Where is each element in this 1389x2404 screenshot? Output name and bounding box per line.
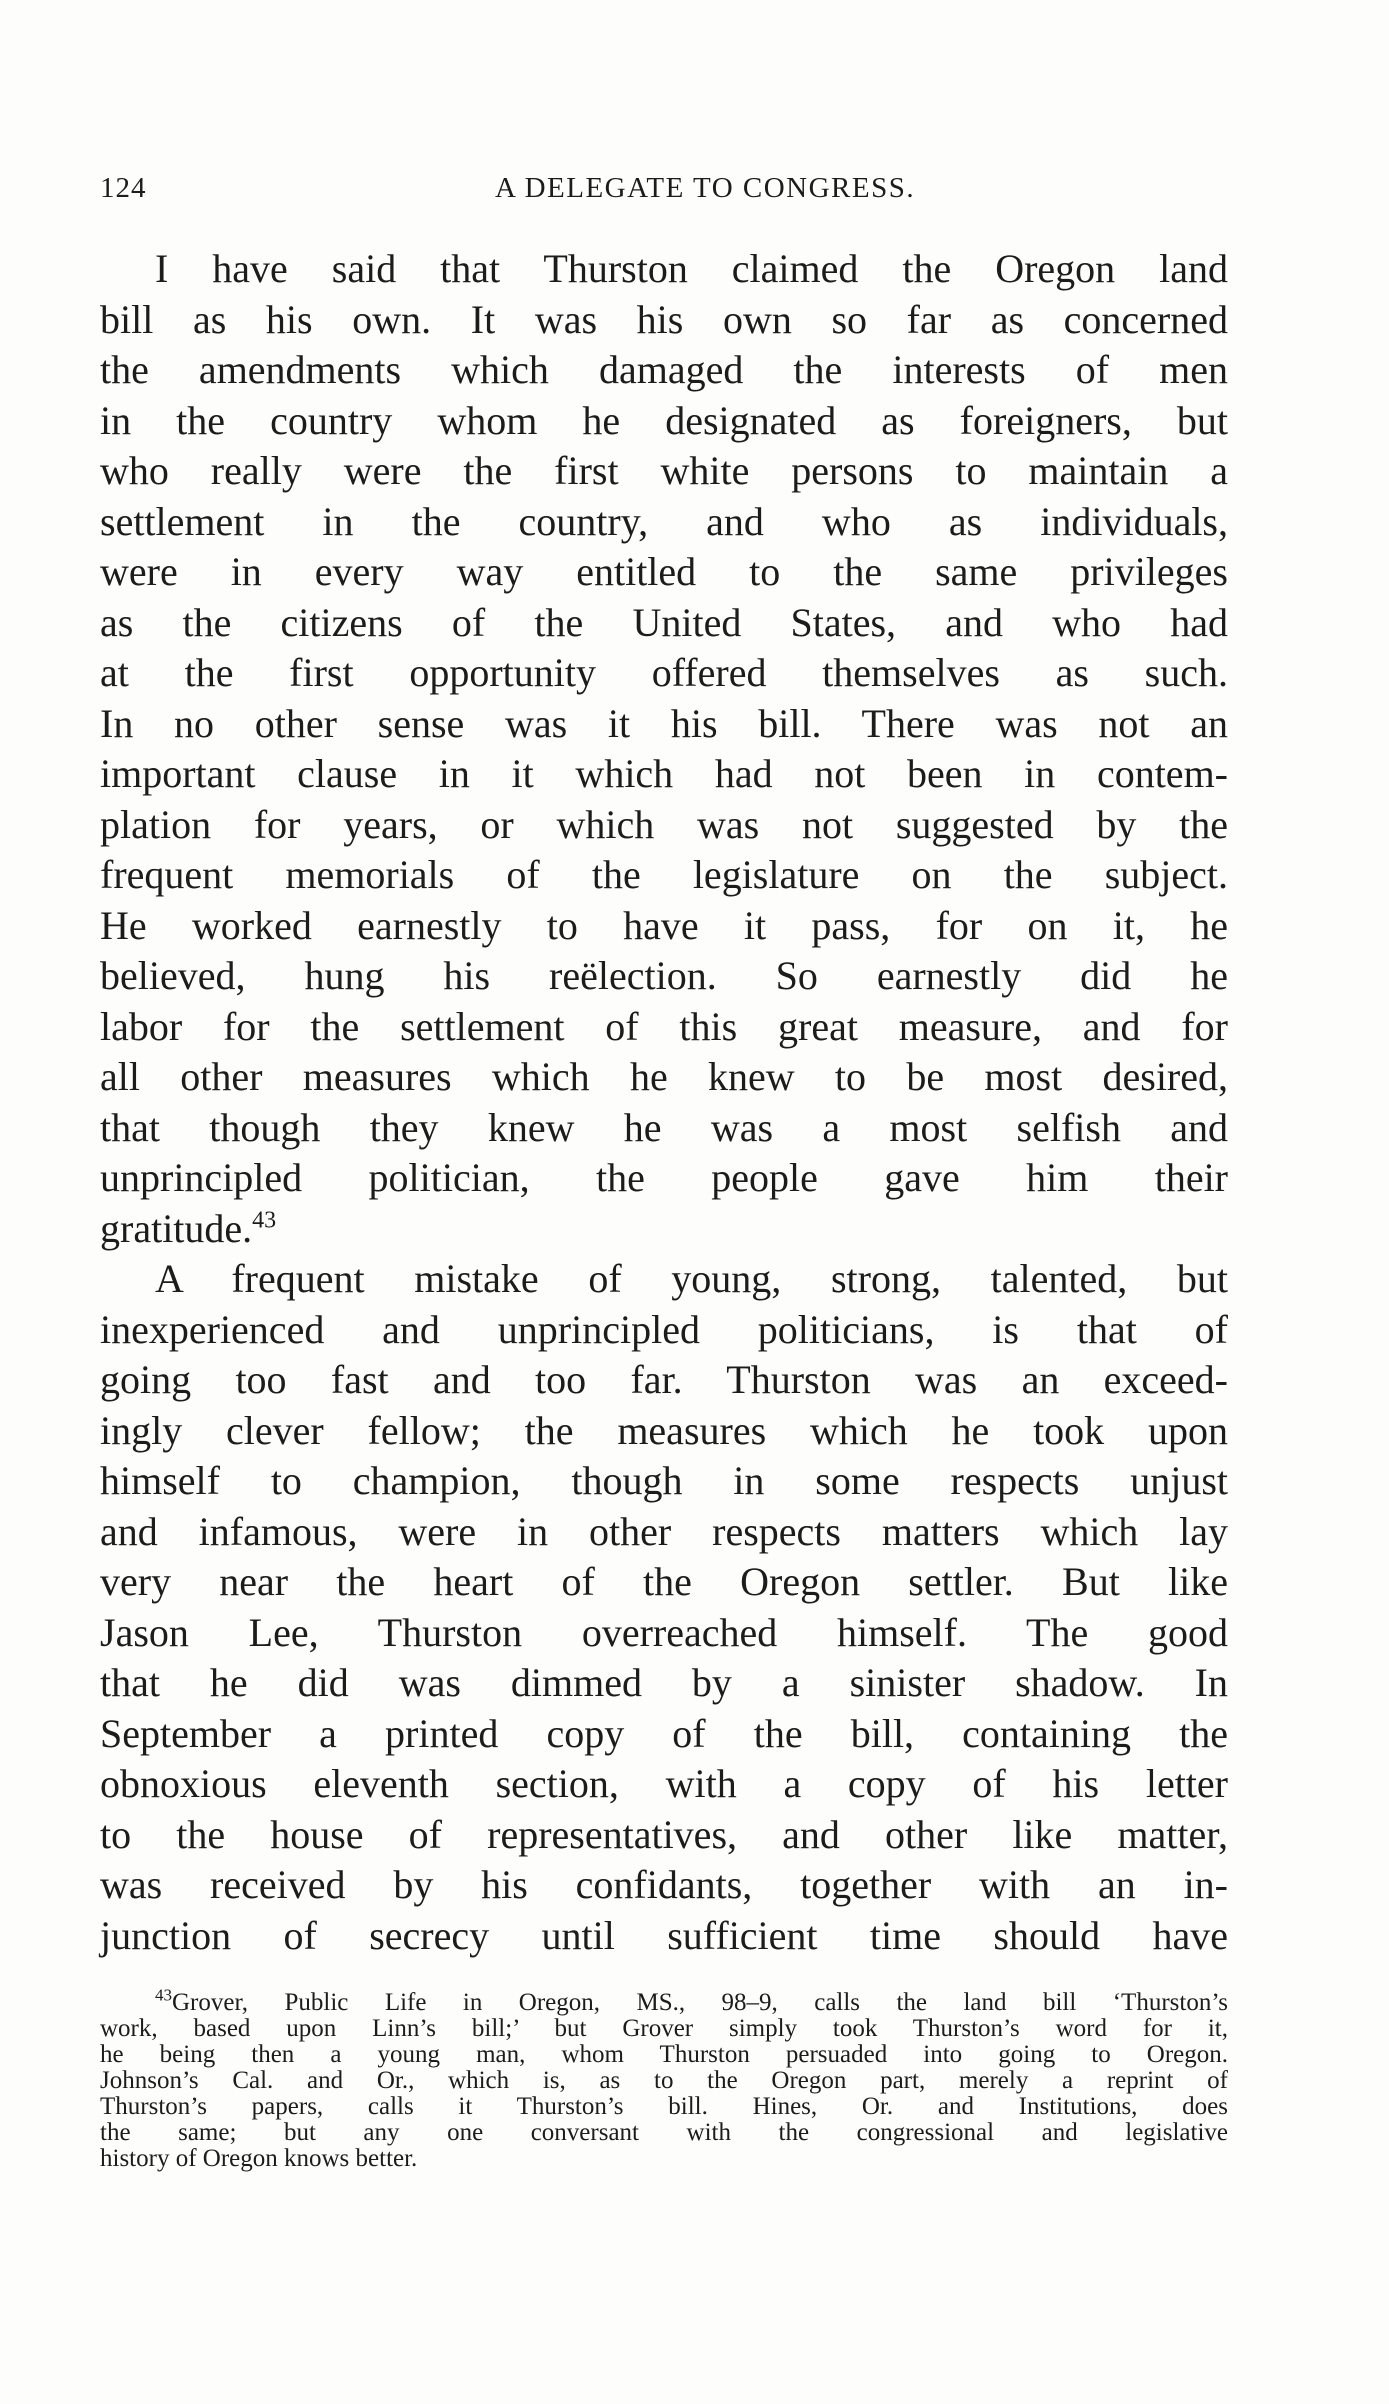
text-line	[100, 1204, 1228, 1255]
text-line: labor for the settlement of this great measure, and for	[100, 1003, 1228, 1049]
text-line: important clause in it which had not been in contem-	[100, 751, 1228, 796]
text-line: as the citizens of the United States, and who had	[100, 599, 1228, 645]
text-line: were in every way entitled to the same privileges	[100, 549, 1228, 594]
text-line: bill as his own. It was his own so far as concerned	[100, 296, 1228, 342]
text-line: himself to champion, though in some respects unjust	[100, 1458, 1228, 1503]
text-line: who really were the first white persons to maintain a	[100, 448, 1228, 493]
text-line: going too fast and too far. Thurston was an exceed-	[100, 1357, 1228, 1402]
text-line: plation for years, or which was not suggested by the	[100, 801, 1228, 847]
text-line: and infamous, were in other respects matters which lay	[100, 1508, 1228, 1554]
footnote-line: history of Oregon knows better.	[100, 2145, 418, 2172]
text-line: believed, hung his reëlection. So earnestly did he	[100, 953, 1228, 998]
text-line: A frequent mistake of young, strong, talented, but	[155, 1256, 1228, 1301]
footnote-line: Thurston’s papers, calls it Thurston’s bill. Hines, Or. and Institutions, does	[100, 2093, 1228, 2120]
footnote-line	[100, 1985, 1228, 2016]
text-line: ingly clever fellow; the measures which he took upon	[100, 1407, 1228, 1453]
text-line: in the country whom he designated as foreigners, but	[100, 397, 1228, 443]
text-line: obnoxious eleventh section, with a copy of his letter	[100, 1761, 1228, 1806]
text-line: was received by his confidants, together with an in-	[100, 1862, 1228, 1907]
text-line: September a printed copy of the bill, containing the	[100, 1710, 1228, 1756]
text-line: at the first opportunity offered themselves as such.	[100, 650, 1228, 695]
text-line: Jason Lee, Thurston overreached himself. The good	[100, 1609, 1228, 1655]
footnote-line: he being then a young man, whom Thurston persuaded into going to Oregon.	[100, 2041, 1228, 2068]
text-line-content: gratitude.	[100, 1205, 253, 1251]
text-line: settlement in the country, and who as individuals,	[100, 498, 1228, 544]
text-line: to the house of representatives, and other like matter,	[100, 1811, 1228, 1857]
text-line: He worked earnestly to have it pass, for on it, he	[100, 902, 1228, 948]
text-line: the amendments which damaged the interests of men	[100, 347, 1228, 392]
footnote-number: 43	[155, 1985, 172, 2005]
page-number: 124	[100, 172, 147, 204]
running-head	[100, 172, 1228, 212]
footnote-line: the same; but any one conversant with the congressional and legislative	[100, 2119, 1228, 2146]
text-line: In no other sense was it his bill. There was not an	[100, 700, 1228, 746]
footnote-line: work, based upon Linn’s bill;’ but Grover simply took Thurston’s word for it,	[100, 2015, 1228, 2042]
footnote	[100, 1985, 1228, 2172]
text-line: all other measures which he knew to be most desired,	[100, 1054, 1228, 1099]
running-title: A DELEGATE TO CONGRESS.	[495, 172, 916, 204]
text-line: junction of secrecy until sufficient time should have	[100, 1912, 1228, 1958]
main-text	[100, 244, 1228, 1961]
text-line: frequent memorials of the legislature on the subject.	[100, 852, 1228, 897]
text-line: that though they knew he was a most selfish and	[100, 1104, 1228, 1150]
footnote-reference[interactable]: 43	[252, 1207, 277, 1234]
text-line: I have said that Thurston claimed the Oregon land	[155, 246, 1228, 291]
footnote-line: Johnson’s Cal. and Or., which is, as to the Oregon part, merely a reprint of	[100, 2067, 1228, 2094]
footnote-text: Grover, Public Life in Oregon, MS., 98–9, calls the land bill ‘Thurston’s	[172, 1989, 1228, 2016]
text-line: inexperienced and unprincipled politicians, is that of	[100, 1306, 1228, 1352]
text-line: very near the heart of the Oregon settler. But like	[100, 1559, 1228, 1604]
text-line: unprincipled politician, the people gave him their	[100, 1155, 1228, 1200]
text-line: that he did was dimmed by a sinister shadow. In	[100, 1660, 1228, 1705]
